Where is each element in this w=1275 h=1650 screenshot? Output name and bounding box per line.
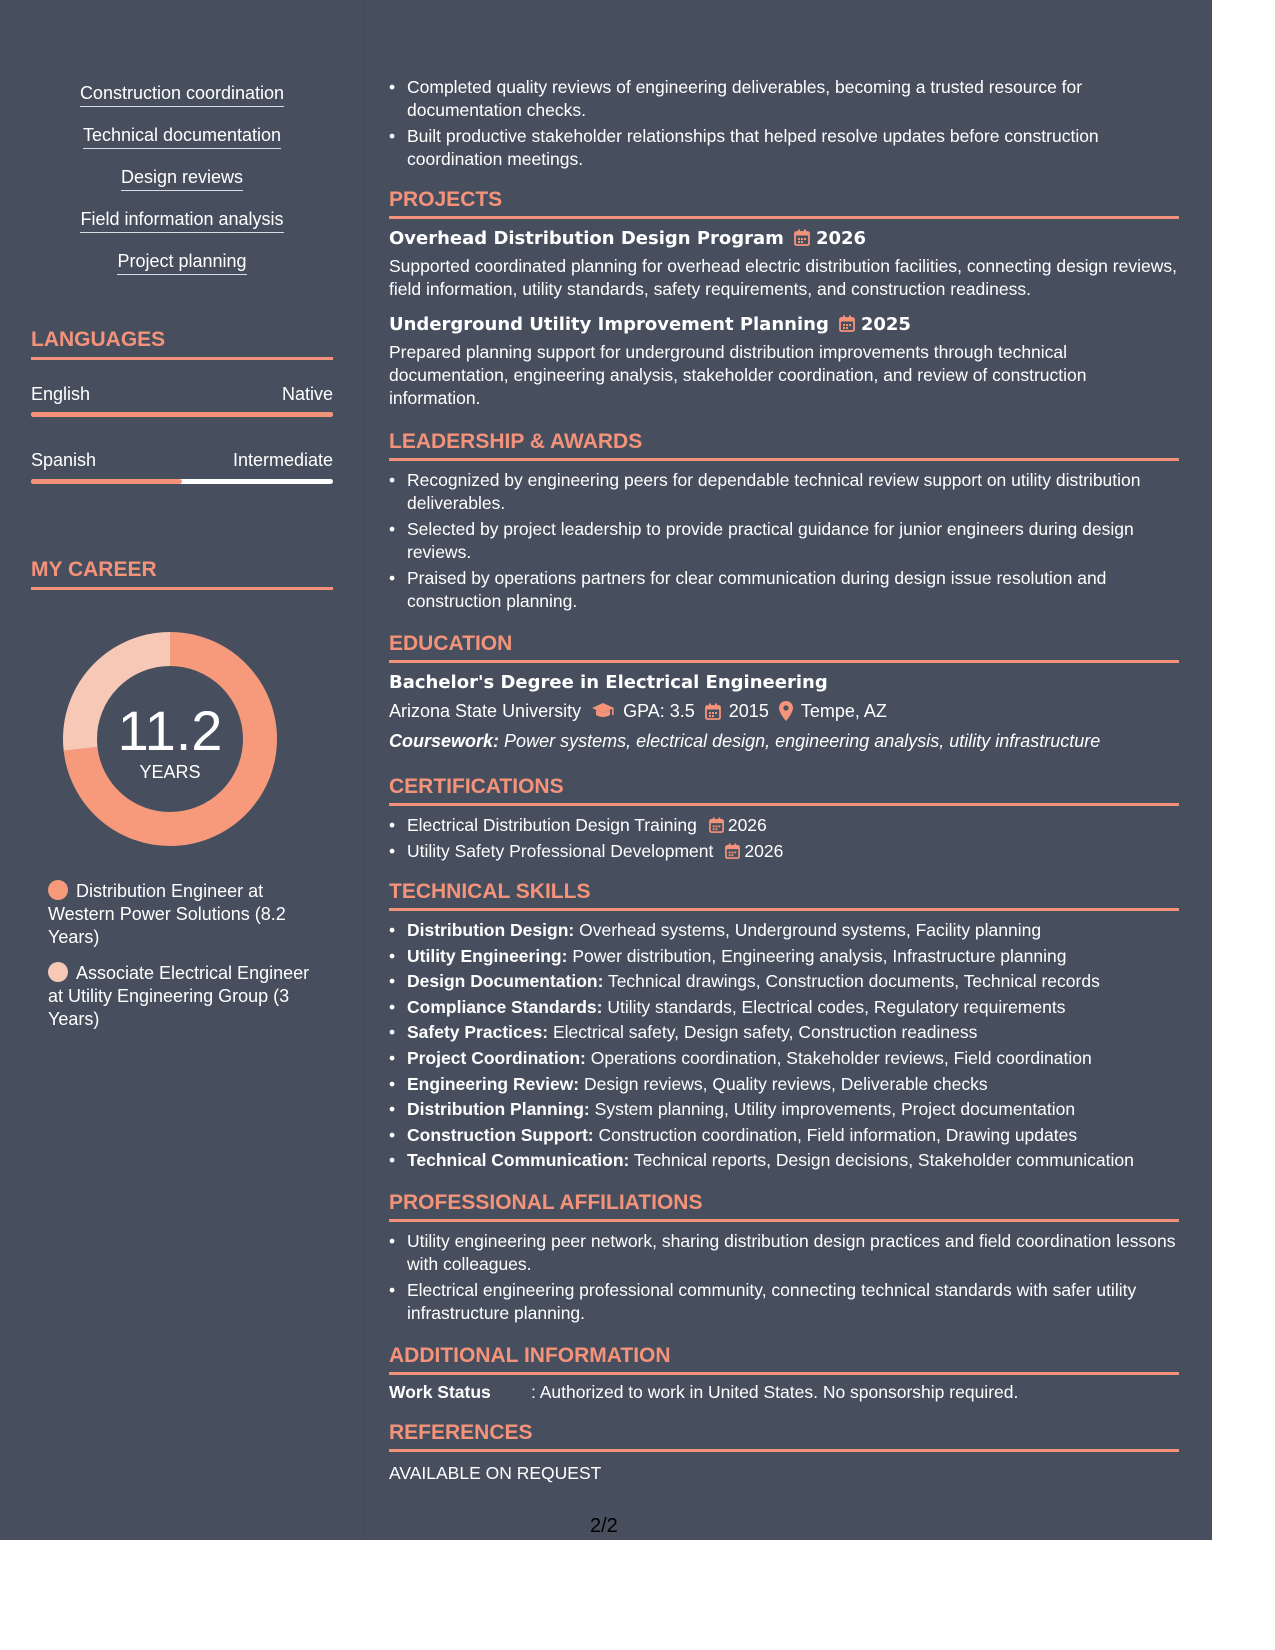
work-status-value: : Authorized to work in United States. No sponsorship required. [531,1382,1019,1402]
career-total-value: 11.2 [117,699,223,762]
experience-bullets [389,76,1179,174]
affiliation-bullet: • Electrical engineering professional community, connecting technical standards with safer utility infrastructure planning. [389,1279,1179,1325]
career-legend-text: Associate Electrical Engineer at Utility Engineering Group (3 Years) [48,963,310,1029]
calendar-icon [709,817,724,833]
certifications-section [389,775,1179,866]
degree-title: Bachelor's Degree in Electrical Engineering [389,672,828,693]
skill-link[interactable]: Design reviews [121,166,243,191]
projects-heading: PROJECTS [389,188,1179,219]
legend-dot [48,962,68,982]
language-row [31,450,333,471]
skill-value: Electrical safety, Design safety, Construction readiness [552,1022,978,1043]
skill-item [389,945,1179,968]
technical-skills-section [389,880,1179,1175]
skill-item [389,919,1179,942]
language-name: Spanish [31,450,97,470]
language-level: Native [281,384,333,404]
coursework-label: Coursework: [389,731,500,751]
education-heading: EDUCATION [389,632,1179,663]
main-content [364,0,1212,1540]
skill-label: Safety Practices: [407,1022,549,1043]
skill-item [389,996,1179,1019]
location-pin-icon [779,701,793,721]
calendar-icon [725,843,740,859]
school-location: Tempe, AZ [800,701,887,721]
languages-heading: LANGUAGES [31,328,333,360]
affiliations-heading: PROFESSIONAL AFFILIATIONS [389,1191,1179,1222]
references-heading: REFERENCES [389,1421,1179,1452]
calendar-icon [839,315,855,332]
skill-value: Overhead systems, Underground systems, Facility planning [579,920,1042,940]
page-number: 2/2 [590,1515,618,1537]
project-description: Supported coordinated planning for overhead electric distribution facilities, connecting design reviews, field information, utility standards, safety requirements, and construction readiness. [389,256,1177,299]
skill-link[interactable]: Technical documentation [83,124,281,149]
project-item [389,313,1179,410]
calendar-icon [794,229,810,246]
graduation-cap-icon [591,702,615,720]
skill-item [389,1098,1179,1121]
skill-link[interactable]: Construction coordination [80,82,284,107]
project-year: 2025 [860,314,911,335]
school-name: Arizona State University [389,701,582,721]
certification-name: Utility Safety Professional Development [407,841,714,861]
coursework [389,729,1179,753]
certification-item [389,814,1179,837]
sidebar [0,0,364,1540]
graduation-year: 2015 [728,701,769,721]
additional-info-section [389,1344,1179,1404]
affiliations-section [389,1191,1179,1328]
career-legend-item [48,880,328,949]
skill-item [389,1047,1179,1070]
skill-links [0,82,364,292]
education-section [389,632,1179,753]
project-item [389,227,1179,301]
skill-label: Compliance Standards: [407,996,603,1017]
skill-value: Operations coordination, Stakeholder reviews, Field coordination [590,1047,1092,1068]
skill-label: Distribution Planning: [407,1099,590,1120]
language-bar [31,479,333,484]
skill-label: Design Documentation: [407,971,604,992]
skill-value: Power distribution, Engineering analysis, Infrastructure planning [572,945,1067,966]
certification-year: 2026 [744,841,784,861]
project-title: Overhead Distribution Design Program [389,228,784,249]
skill-value: Technical drawings, Construction documents, Technical records [607,971,1100,992]
work-status-row [389,1381,1179,1404]
project-title: Underground Utility Improvement Planning [389,314,829,335]
career-legend-text: Distribution Engineer at Western Power Solutions (8.2 Years) [48,881,286,947]
language-bar-fill [31,412,333,417]
skill-label: Engineering Review: [407,1073,580,1094]
career-heading: MY CAREER [31,558,333,590]
language-level: Intermediate [232,450,333,470]
skill-value: Construction coordination, Field information, Drawing updates [598,1124,1078,1145]
certification-year: 2026 [727,815,767,835]
career-donut-chart [63,632,277,846]
leadership-heading: LEADERSHIP & AWARDS [389,430,1179,461]
language-bar-fill [31,479,182,484]
career-legend-item [48,962,328,1031]
references-text: AVAILABLE ON REQUEST [389,1463,602,1483]
skill-value: System planning, Utility improvements, Project documentation [594,1099,1076,1120]
skill-item [389,1149,1179,1172]
technical-skills-heading: TECHNICAL SKILLS [389,880,1179,911]
leadership-bullet: • Selected by project leadership to provide practical guidance for junior engineers during design reviews. [389,518,1179,564]
skill-value: Design reviews, Quality reviews, Deliverable checks [584,1073,988,1094]
language-name: English [31,384,91,404]
certification-item [389,840,1179,863]
certification-name: Electrical Distribution Design Training [407,815,697,835]
legend-dot [48,880,68,900]
skill-label: Distribution Design: [407,920,575,940]
language-bar [31,412,333,417]
skill-link[interactable]: Field information analysis [80,208,283,233]
coursework-text: Power systems, electrical design, engineering analysis, utility infrastructure [504,731,1101,751]
education-meta [389,699,1179,723]
skill-label: Utility Engineering: [407,945,568,966]
experience-bullet: • Built productive stakeholder relationships that helped resolve updates before construction coordination meetings. [389,125,1179,171]
skill-item [389,1021,1179,1044]
certifications-heading: CERTIFICATIONS [389,775,1179,806]
leadership-section [389,430,1179,616]
skill-item [389,1073,1179,1096]
language-row [31,384,333,405]
skill-item [389,1124,1179,1147]
project-year: 2026 [815,228,867,249]
project-description: Prepared planning support for underground distribution improvements through technical documentation, engineering analysis, stakeholder coordination, and review of construction information. [389,342,1087,408]
additional-info-heading: ADDITIONAL INFORMATION [389,1344,1179,1375]
skill-link[interactable]: Project planning [117,250,246,275]
career-total-unit: YEARS [139,762,201,782]
skill-value: Technical reports, Design decisions, Stakeholder communication [633,1150,1134,1171]
projects-section [389,188,1179,410]
leadership-bullet: • Recognized by engineering peers for dependable technical review support on utility distribution deliverables. [389,469,1179,515]
skill-label: Construction Support: [407,1124,594,1145]
calendar-icon [705,703,721,720]
skill-label: Project Coordination: [407,1047,586,1068]
affiliation-bullet: • Utility engineering peer network, sharing distribution design practices and field coordination lessons with colleagues. [389,1230,1179,1276]
experience-bullet: • Completed quality reviews of engineering deliverables, becoming a trusted resource for documentation checks. [389,76,1179,122]
leadership-bullet: • Praised by operations partners for clear communication during design issue resolution and construction planning. [389,567,1179,613]
work-status-label: Work Status [389,1382,491,1402]
skill-label: Technical Communication: [407,1150,630,1171]
skill-value: Utility standards, Electrical codes, Regulatory requirements [607,996,1066,1017]
skill-item [389,970,1179,993]
gpa: GPA: 3.5 [623,701,695,721]
references-section [389,1421,1179,1485]
